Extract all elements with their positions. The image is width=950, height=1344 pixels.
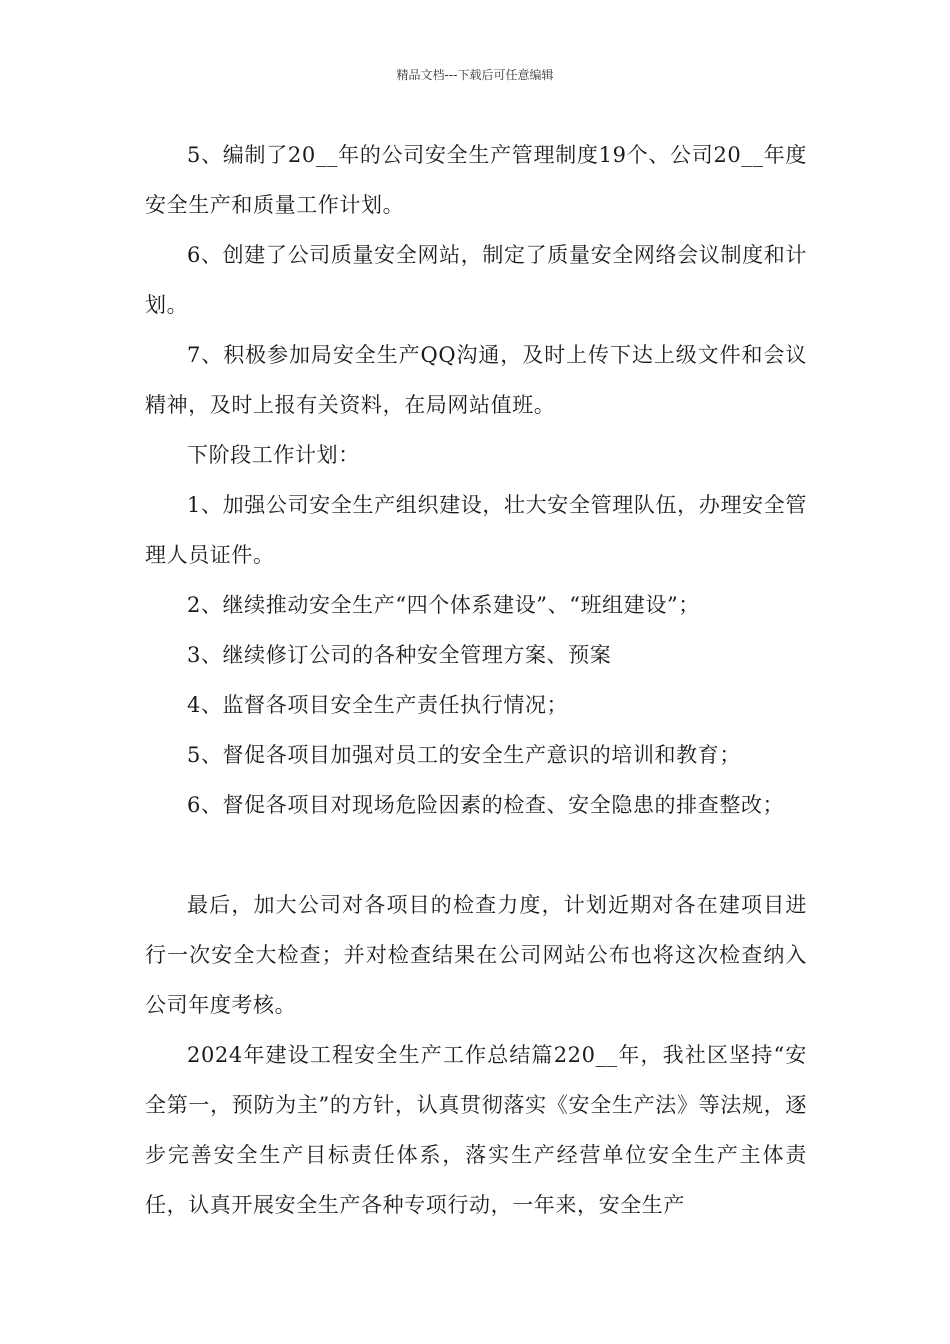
plan-item-2: 2、继续推动安全生产“四个体系建设”、“班组建设”； xyxy=(187,593,700,617)
paragraph-item-6: 6、创建了公司质量安全网站，制定了质量安全网络会议制度和计划。 xyxy=(145,243,807,317)
plan-item-4: 4、监督各项目安全生产责任执行情况； xyxy=(187,693,569,717)
paragraph-item-7: 7、积极参加局安全生产QQ沟通，及时上传下达上级文件和会议精神，及时上报有关资料，在局网站值班。 xyxy=(145,343,807,417)
plan-item-1: 1、加强公司安全生产组织建设，壮大安全管理队伍，办理安全管理人员证件。 xyxy=(145,493,807,567)
plan-item-3: 3、继续修订公司的各种安全管理方案、预案 xyxy=(187,643,612,667)
plan-item-5: 5、督促各项目加强对员工的安全生产意识的培训和教育； xyxy=(187,743,741,767)
page-header: 精品文档---下载后可任意编辑 xyxy=(396,68,554,82)
section-heading-next-plan: 下阶段工作计划： xyxy=(187,443,360,467)
document-body xyxy=(145,130,807,1230)
blank-line xyxy=(145,830,807,880)
closing-paragraph: 最后，加大公司对各项目的检查力度，计划近期对各在建项目进行一次安全大检查；并对检查结果在公司网站公布也将这次检查纳入公司年度考核。 xyxy=(145,893,807,1017)
summary-paragraph: 2024年建设工程安全生产工作总结篇220__年，我社区坚持“安全第一，预防为主”的方针，认真贯彻落实《安全生产法》等法规，逐步完善安全生产目标责任体系，落实生产经营单位安全生产主体责任，认真开展安全生产各种专项行动，一年来，安全生产 xyxy=(145,1043,807,1217)
paragraph-item-5: 5、编制了20__年的公司安全生产管理制度19个、公司20__年度安全生产和质量工作计划。 xyxy=(145,143,807,217)
plan-item-6: 6、督促各项目对现场危险因素的检查、安全隐患的排查整改； xyxy=(187,793,785,817)
